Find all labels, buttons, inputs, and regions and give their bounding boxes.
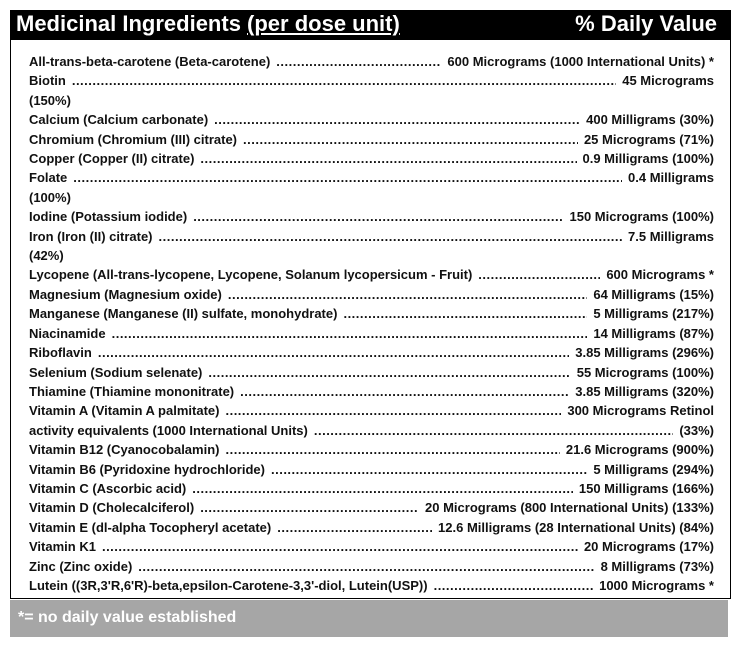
ingredient-name: Vitamin B12 (Cyanocobalamin) [29, 442, 220, 458]
dot-leader [240, 382, 569, 401]
ingredient-row [29, 343, 714, 362]
dot-leader [159, 227, 623, 246]
dot-leader [277, 518, 432, 537]
dot-leader [434, 576, 594, 595]
dot-leader [112, 324, 588, 343]
ingredient-amount: 600 Micrograms * [606, 267, 714, 283]
ingredient-row [29, 149, 714, 168]
ingredient-name: Chromium (Chromium (III) citrate) [29, 131, 238, 147]
footnote-text: *= no daily value established [18, 609, 237, 626]
ingredient-name: Vitamin D (Cholecalciferol) [29, 500, 195, 516]
ingredient-amount: 5 Milligrams (217%) [593, 306, 714, 322]
ingredient-row [29, 130, 714, 149]
header-title-plain: Medicinal Ingredients [16, 11, 248, 36]
ingredient-name: Lycopene (All-trans-lycopene, Lycopene, Solanum lycopersicum - Fruit) [29, 267, 473, 283]
ingredient-row [29, 363, 714, 382]
dot-leader [225, 440, 559, 459]
dot-leader [193, 207, 563, 226]
ingredient-row [29, 207, 714, 226]
dot-leader [98, 343, 569, 362]
ingredient-row [29, 382, 714, 401]
ingredient-name: Niacinamide [29, 325, 106, 341]
ingredient-amount: 64 Milligrams (15%) [593, 286, 714, 302]
dot-leader [192, 479, 573, 498]
ingredient-row [29, 285, 714, 304]
ingredient-row [29, 71, 714, 90]
ingredient-row [29, 52, 714, 71]
ingredient-amount: 1000 Micrograms * [599, 577, 714, 593]
ingredient-name: All-trans-beta-carotene (Beta-carotene) [29, 54, 271, 69]
ingredient-row [29, 265, 714, 284]
ingredient-amount: 3.85 Milligrams (320%) [575, 383, 714, 399]
dot-leader [200, 149, 576, 168]
ingredient-row [29, 168, 714, 187]
ingredient-name: Calcium (Calcium carbonate) [29, 112, 209, 128]
ingredient-amount: 7.5 Milligrams [628, 228, 714, 244]
ingredient-name: Vitamin A (Vitamin A palmitate) [29, 403, 220, 419]
ingredient-amount: 150 Micrograms (100%) [569, 209, 714, 225]
ingredient-row [29, 557, 714, 576]
ingredient-amount: 150 Milligrams (166%) [578, 480, 714, 496]
dot-leader [73, 168, 622, 187]
ingredient-amount: 5 Milligrams (294%) [593, 461, 714, 477]
ingredient-amount: 20 Micrograms (800 International Units) (133%) [425, 500, 714, 516]
header-title-underlined: (per dose unit) [247, 11, 400, 36]
ingredient-amount: 0.9 Milligrams (100%) [582, 151, 714, 167]
ingredient-row [29, 110, 714, 129]
ingredient-row-continued [29, 421, 714, 440]
footnote-bar [10, 600, 728, 637]
dot-leader [314, 421, 673, 440]
dot-leader [243, 130, 578, 149]
ingredient-amount: 3.85 Milligrams (296%) [575, 345, 714, 361]
dot-leader [72, 71, 616, 90]
ingredient-name: Selenium (Sodium selenate) [29, 364, 203, 380]
dot-leader [478, 265, 600, 284]
ingredient-daily-value: (33%) [679, 422, 714, 438]
ingredient-name: Vitamin E (dl-alpha Tocopheryl acetate) [29, 519, 272, 535]
ingredients-panel [10, 40, 731, 599]
ingredient-name-continued: activity equivalents (1000 International Units) [29, 422, 308, 438]
dot-leader [138, 557, 594, 576]
dot-leader [214, 110, 580, 129]
ingredient-row [29, 498, 714, 517]
dot-leader [228, 285, 587, 304]
ingredient-name: Vitamin K1 [29, 539, 96, 555]
dot-leader [343, 304, 587, 323]
ingredient-list [29, 52, 714, 595]
dot-leader [102, 537, 578, 556]
ingredient-amount: 300 Micrograms Retinol [567, 403, 714, 419]
ingredient-name: Biotin [29, 73, 66, 89]
dot-leader [200, 498, 419, 517]
ingredient-amount: 45 Micrograms [622, 73, 714, 89]
ingredient-row [29, 576, 714, 595]
ingredient-daily-value-wrap: (150%) [29, 92, 71, 108]
ingredient-name: Vitamin B6 (Pyridoxine hydrochloride) [29, 461, 265, 477]
ingredient-daily-value-wrap: (100%) [29, 189, 71, 205]
dot-leader [271, 460, 587, 479]
dot-leader [225, 401, 561, 420]
ingredient-row [29, 537, 714, 556]
ingredient-row [29, 324, 714, 343]
dot-leader [208, 363, 570, 382]
ingredient-name: Manganese (Manganese (II) sulfate, monohydrate) [29, 306, 338, 322]
ingredient-amount: 0.4 Milligrams [628, 170, 714, 186]
ingredient-amount: 600 Micrograms (1000 International Units) * [447, 54, 714, 69]
ingredient-row [29, 401, 714, 420]
ingredient-amount: 14 Milligrams (87%) [593, 325, 714, 341]
ingredient-amount: 8 Milligrams (73%) [600, 558, 714, 574]
ingredient-amount: 55 Micrograms (100%) [576, 364, 714, 380]
ingredient-amount: 20 Micrograms (17%) [583, 539, 714, 555]
ingredient-name: Zinc (Zinc oxide) [29, 558, 133, 574]
daily-value-header: % Daily Value [575, 11, 717, 36]
ingredient-amount: 25 Micrograms (71%) [583, 131, 714, 147]
ingredient-row [29, 227, 714, 246]
ingredient-name: Iodine (Potassium iodide) [29, 209, 188, 225]
ingredient-row [29, 518, 714, 537]
ingredient-row [29, 479, 714, 498]
ingredient-name: Thiamine (Thiamine mononitrate) [29, 383, 235, 399]
dot-leader [276, 52, 441, 71]
ingredient-amount: 12.6 Milligrams (28 International Units) (84%) [438, 519, 714, 535]
ingredient-name: Vitamin C (Ascorbic acid) [29, 480, 187, 496]
ingredient-row [29, 460, 714, 479]
header-title [16, 11, 400, 37]
ingredient-name: Iron (Iron (II) citrate) [29, 228, 153, 244]
ingredient-row [29, 304, 714, 323]
table-header [10, 10, 731, 40]
ingredient-amount: 400 Milligrams (30%) [586, 112, 714, 128]
ingredient-name: Magnesium (Magnesium oxide) [29, 286, 222, 302]
ingredient-name: Riboflavin [29, 345, 92, 361]
ingredient-amount: 21.6 Micrograms (900%) [565, 442, 714, 458]
ingredient-row [29, 440, 714, 459]
ingredient-name: Folate [29, 170, 68, 186]
ingredient-name: Lutein ((3R,3'R,6'R)-beta,epsilon-Carotene-3,3'-diol, Lutein(USP)) [29, 577, 428, 593]
ingredient-name: Copper (Copper (II) citrate) [29, 151, 195, 167]
ingredient-daily-value-wrap: (42%) [29, 248, 64, 264]
